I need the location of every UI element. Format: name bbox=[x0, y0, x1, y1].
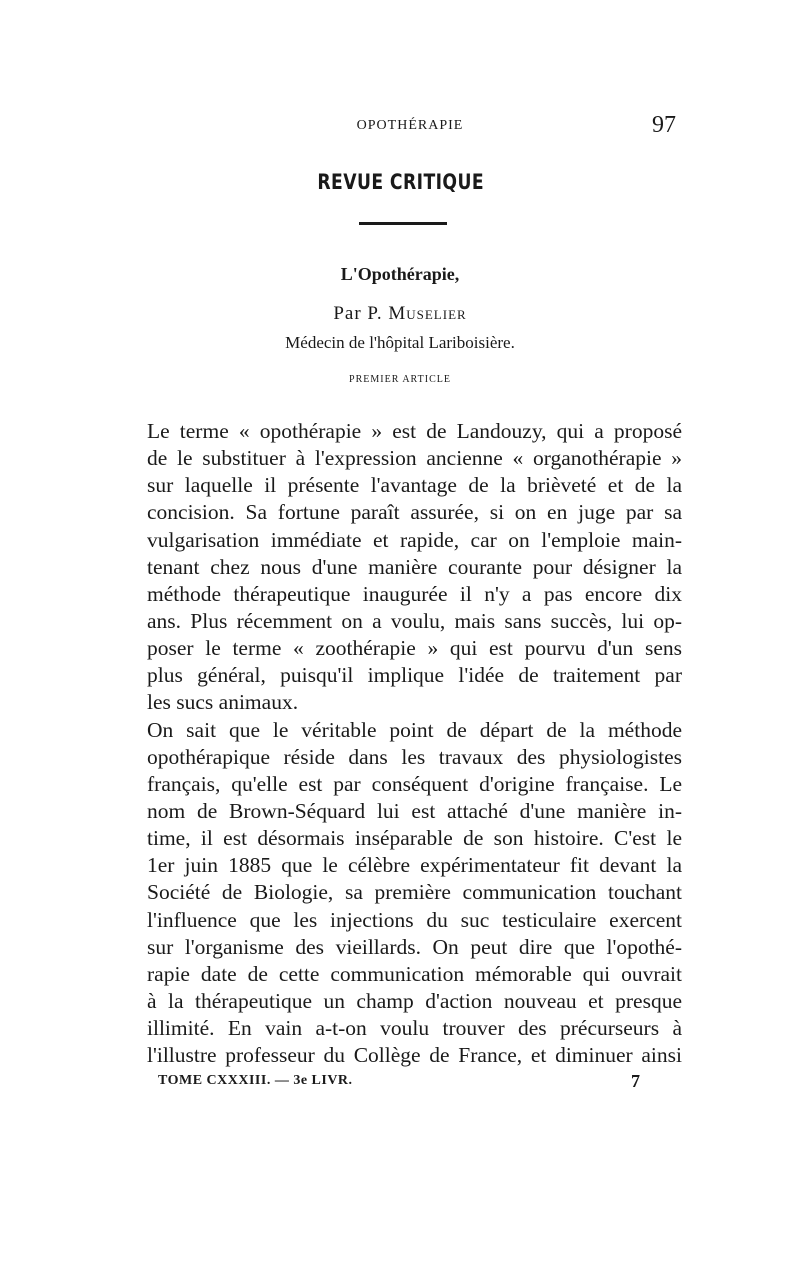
body-line: l'illustre professeur du Collège de France, et diminuer ainsi bbox=[147, 1043, 682, 1068]
body-line: sur laquelle il présente l'avantage de la brièveté et de la bbox=[147, 473, 682, 498]
body-text bbox=[147, 418, 682, 1069]
body-line: nom de Brown-Séquard lui est attaché d'une manière in- bbox=[147, 798, 682, 823]
body-line: l'influence que les injections du suc testiculaire exercent bbox=[147, 907, 682, 932]
author-affiliation: Médecin de l'hôpital Lariboisière. bbox=[285, 333, 515, 352]
author-name: P. Muselier bbox=[367, 303, 467, 324]
byline bbox=[0, 303, 800, 325]
body-line: sur l'organisme des vieillards. On peut dire que l'opothé- bbox=[147, 934, 682, 959]
body-line: On sait que le véritable point de départ de la méthode bbox=[147, 717, 682, 742]
body-line: plus général, puisqu'il implique l'idée de traitement par bbox=[147, 663, 682, 688]
body-line: français, qu'elle est par conséquent d'origine française. Le bbox=[147, 771, 682, 796]
article-label: PREMIER ARTICLE bbox=[349, 374, 451, 385]
running-title: OPOTHÉRAPIE bbox=[356, 118, 464, 133]
section-title: REVUE CRITIQUE bbox=[317, 170, 485, 194]
body-line: rapie date de cette communication mémorable qui ouvrait bbox=[147, 961, 682, 986]
body-line: concision. Sa fortune paraît assurée, si on en juge par sa bbox=[147, 500, 682, 525]
body-line: 1er juin 1885 que le célèbre expérimentateur fit devant la bbox=[147, 853, 682, 878]
page-number: 97 bbox=[652, 112, 676, 138]
body-line: illimité. En vain a-t-on voulu trouver des précurseurs à bbox=[147, 1016, 682, 1041]
page-footer bbox=[158, 1073, 648, 1097]
body-line: opothérapique réside dans les travaux des physiologistes bbox=[147, 744, 682, 769]
body-line: ans. Plus récemment on a voulu, mais sans succès, lui op- bbox=[147, 608, 682, 633]
body-line: poser le terme « zoothérapie » qui est pourvu d'un sens bbox=[147, 636, 682, 661]
body-line: les sucs animaux. bbox=[147, 690, 299, 715]
body-line: tenant chez nous d'une manière courante pour désigner la bbox=[147, 554, 682, 579]
article-title: L'Opothérapie, bbox=[340, 264, 460, 284]
body-line: Société de Biologie, sa première communication touchant bbox=[147, 880, 682, 905]
signature-mark: TOME CXXXIII. — 3e LIVR. bbox=[158, 1073, 353, 1088]
body-line: à la thérapeutique un champ d'action nouveau et presque bbox=[147, 988, 682, 1013]
body-line: Le terme « opothérapie » est de Landouzy, qui a proposé bbox=[147, 419, 682, 443]
body-line: méthode thérapeutique inaugurée il n'y a pas encore dix bbox=[147, 581, 682, 606]
signature-number: 7 bbox=[631, 1071, 640, 1091]
running-head bbox=[140, 112, 680, 142]
byline-prefix: Par bbox=[333, 303, 362, 324]
body-line: time, il est désormais inséparable de son histoire. C'est le bbox=[147, 826, 682, 851]
body-line: de le substituer à l'expression ancienne « organothérapie » bbox=[147, 446, 682, 471]
body-line: vulgarisation immédiate et rapide, car on l'emploie main- bbox=[147, 527, 682, 552]
title-rule bbox=[359, 222, 447, 225]
